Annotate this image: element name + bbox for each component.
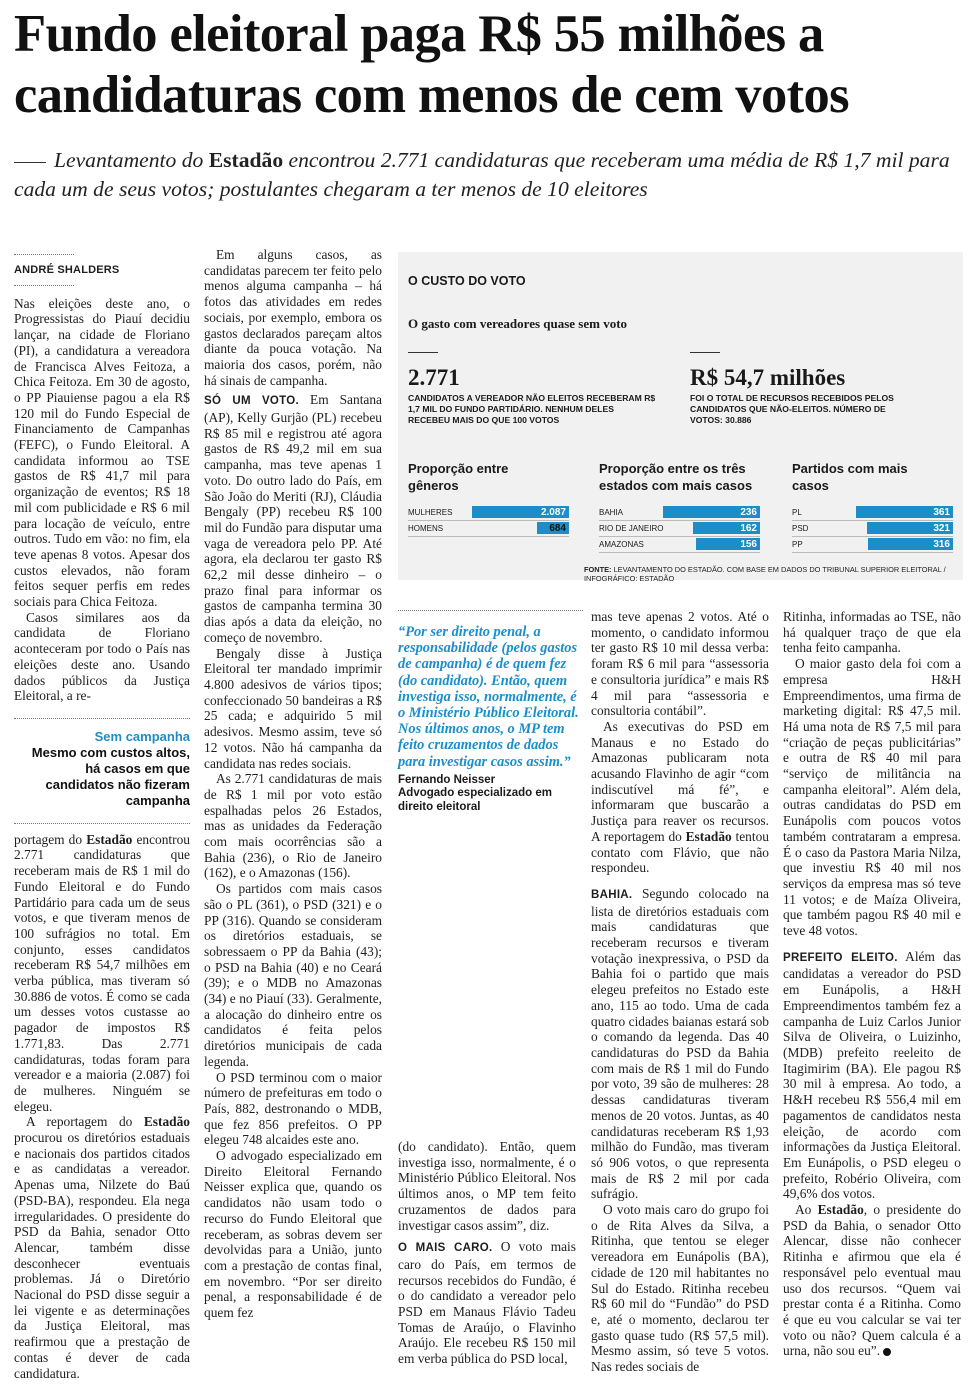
bar-row	[792, 521, 953, 537]
paragraph: O maior gasto dela foi com a empresa H&H Empreendimentos, uma firma de marketing digital: R$ 47,5 mil. Há uma nota de R$ 7,5 mil para “criação de peças publicitárias” e outra de R$ 40 mil para “serviço de militância na campanha eleitoral”. Além dela, outras candidatas do PSD em Eunápolis com poucos votos também contrataram a empresa. É o caso da Pastora Maria Nilza, que investiu R$ 40 mil nos serviços da empresa mas só teve 11 votos; e de Maíza Oliveira, que também pagou R$ 40 mil e teve 48 votos.	[783, 656, 961, 939]
bar-value: 236	[740, 507, 757, 518]
stat-total: R$ 54,7 milhões	[690, 365, 846, 390]
bar-row	[408, 505, 569, 521]
column-2	[204, 247, 382, 1321]
paragraph: O voto mais caro do grupo foi o de Rita Alves da Silva, a Ritinha, que tentou se eleger vereadora em Eunápolis (BA), cidade de 120 mil habitantes no Sul do Estado. Ritinha recebeu R$ 60 mil do “Fundão” do PSD e, até o momento, declarou ter gasto quase tudo (R$ 57,5 mil). Mesmo assim, só teve 5 votos. Nas redes sociais de	[591, 1202, 769, 1375]
paragraph: Nas eleições deste ano, o Progressistas do Piauí decidiu lançar, na cidade de Floriano (PI), a candidatura a vereadora de Francisca Alves Feitoza, a Chica Feitoza. Em 30 de agosto, o PP Piauiense pagou a ela R$ 120 mil do Fundo Especial de Financiamento de Campanhas (FEFC), o Fundo Eleitoral. A candidata informou ao TSE gastos de R$ 41,7 mil para organização de eventos; R$ 18 mil com publicidade e R$ 6 mil para locação de veículo, entre outros. Tudo em vão: no fim, ela teve apenas 8 votos. Apesar dos custos elevados, não foram feitos sequer perfis em redes sociais para Chica Feitoza.	[14, 295, 190, 610]
paragraph: Os partidos com mais casos são o PL (361), o PSD (321) e o PP (316). Quando se consideram os diretórios estaduais, se sobressaem o PP da Bahia (43); o PSD na Bahia (40) e no Ceará (39); e o MDB no Amazonas (34) e no Piauí (33). Geralmente, a alocação do dinheiro entre os candidatos é feita pelos diretórios municipais de cada legenda.	[204, 881, 382, 1069]
paragraph: A reportagem do Estadão procurou os diretórios estaduais e nacionais dos partidos citados e as candidatas a vereador. Apenas uma, Nilzete do Baú (PSD-BA), respondeu. Ela nega irregularidades. O presidente do PSD da Bahia, senador Otto Alencar, também disse desconhecer eventuais problemas. Já o Diretório Nacional do PSD disse seguir a lei vigente e as determinações da Justiça Eleitoral, mas reafirmou que a prestação de contas é dever de cada candidatura.	[14, 1114, 190, 1381]
bar-divider	[408, 536, 569, 537]
column-3	[398, 1139, 576, 1367]
chart-title-genders: Proporção entre gêneros	[408, 461, 509, 493]
stat-rule	[690, 352, 720, 353]
paragraph: Em alguns casos, as candidatas parecem ter feito pelo menos alguma campanha – há fotos das atividades em redes sociais, por exemplo, embora os gastos declarados pareçam altos diante da pouca votação. Na maioria dos casos, porém, não há sinais de campanha.	[204, 247, 382, 388]
paragraph: Bengaly disse à Justiça Eleitoral ter mandado imprimir 4.800 adesivos de vários tipos; confeccionado 50 bandeiras a R$ 25 cada; e adquirido 5 mil adesivos. Mesmo assim, teve só 12 votos. Não há campanha da candidata nas redes sociais.	[204, 645, 382, 771]
bar-value: 2.087	[540, 507, 566, 518]
dek-brand: Estadão	[208, 148, 284, 172]
column-5	[783, 609, 961, 1359]
chart-parties	[792, 505, 953, 553]
bar-row	[599, 521, 760, 537]
bar-label: HOMENS	[408, 524, 444, 533]
bar-value: 162	[740, 523, 757, 534]
paragraph: Ao Estadão, o presidente do PSD da Bahia, o senador Otto Alencar, disse não conhecer Ritinha e afirmou que ela é responsável pelo eventual mau uso dos recursos. “Quem vai prestar conta é a Ritinha. Como é que eu vou calcular se vai ter voto ou não? Quem calcula é a urna, não sou eu”.	[783, 1202, 961, 1359]
sidehead-tag: Sem campanha	[94, 728, 190, 744]
stat-candidates-text: CANDIDATOS A VEREADOR NÃO ELEITOS RECEBERAM R$ 1,7 MIL DO FUNDO PARTIDÁRIO. NENHUM DELES RECEBEU MAIS DO QUE 100 VOTOS	[408, 393, 656, 425]
stat-candidates: 2.771	[408, 365, 460, 390]
bar-label: RIO DE JANEIRO	[599, 524, 664, 533]
paragraph: (do candidato). Então, quem investiga isso, normalmente, é o Ministério Público Eleitoral. Nos últimos anos, o MP tem feito cruzamentos de dados para investigar casos assim”, diz.	[398, 1139, 576, 1233]
bar-row	[599, 505, 760, 521]
paragraph: O MAIS CARO. O voto mais caro do País, em termos de recursos recebidos do Fundão, é o do candidato a vereador pelo PSD em Manaus Flávio Tadeu Tomas de Araújo, o Flavinho Araújo. Ele recebeu R$ 150 mil em verba pública do PSD local,	[398, 1239, 576, 1367]
bar-row	[408, 521, 569, 537]
dek-part-a: Levantamento do	[54, 148, 209, 172]
info-subtitle: O gasto com vereadores quase sem voto	[408, 316, 628, 331]
paragraph: PREFEITO ELEITO. Além das candidatas a vereador do PSD em Eunápolis, a H&H Empreendimentos também fez a campanha de Luiz Carlos Junior Silva de Oliveira, o Luizinho, (MDB) prefeito reeleito de Itagimirim (BA). Ele pagou R$ 30 mil à empresa. Ao todo, a H&H recebeu R$ 556,4 mil em pagamentos de candidatos nesta eleição, de acordo com informações da Justiça Eleitoral. Em Eunápolis, o PSD elegeu o prefeito, Robério Oliveira, com 49,6% dos votos.	[783, 948, 961, 1202]
column-4	[591, 609, 769, 1375]
sidehead-divider	[14, 718, 190, 719]
bar-label: PSD	[792, 524, 809, 533]
chart-title-parties: Partidos com mais casos	[792, 461, 908, 493]
paragraph: Ritinha, informadas ao TSE, não há qualquer traço de que ela tenha feito campanha.	[783, 609, 961, 656]
bar-value: 321	[933, 523, 950, 534]
paragraph: As executivas do PSD em Manaus e no Estado do Amazonas publicaram nota acusando Flavinho de agir “com indiscutível má fé”, e informaram que buscarão a Justiça para reaver os recursos. A reportagem do Estadão tentou contato com Flávio, que não respondeu.	[591, 718, 769, 876]
byline-divider	[14, 254, 74, 255]
bar-value: 684	[549, 523, 566, 534]
stat-total-text: FOI O TOTAL DE RECURSOS RECEBIDOS PELOS CANDIDATOS QUE NÃO-ELEITOS. NÚMERO DE VOTOS: 30.886	[690, 393, 894, 425]
paragraph: mas teve apenas 2 votos. Até o momento, o candidato informou ter gasto R$ 10 mil dessa verba: foram R$ 6 mil para “assessoria e consultoria jurídica” e mais R$ 4 mil para “assessoria e consultoria contábil”.	[591, 609, 769, 719]
info-title: O CUSTO DO VOTO	[408, 274, 526, 288]
dek-rule	[14, 162, 46, 163]
column-1	[14, 254, 190, 1381]
info-source: FONTE: LEVANTAMENTO DO ESTADÃO. COM BASE EM DADOS DO TRIBUNAL SUPERIOR ELEITORAL / INFOGRÁFICO: ESTADÃO	[584, 565, 946, 583]
sidehead-text: Mesmo com custos altos, há casos em que candidatos não fizeram campanha	[31, 744, 190, 808]
headline: Fundo eleitoral paga R$ 55 milhões a candidaturas com menos de cem votos	[14, 5, 849, 124]
bar-divider	[792, 552, 953, 553]
dek-part-b: encontrou 2.771 candidaturas que receberam uma média de R$ 1,7 mil para cada um de seus votos; postulantes chegaram a ter menos de 10 eleitores	[14, 148, 950, 201]
pull-quote	[398, 610, 583, 814]
quote-role: Advogado especializado em direito eleitoral	[398, 786, 553, 813]
end-mark	[883, 1348, 891, 1356]
quote-text: “Por ser direito penal, a responsabilidade (pelos gastos de campanha) é de quem fez (do candidato). Então, quem investiga isso, normalmente, é o Ministério Público Eleitoral. Nos últimos anos, o MP tem feito cruzamentos de dados para investigar casos assim.”	[398, 624, 579, 770]
bar-label: PL	[792, 508, 802, 517]
paragraph: BAHIA. Segundo colocado na lista de diretórios estaduais com mais candidaturas que receberam recursos e tiveram votação inexpressiva, o PSD da Bahia foi o partido que mais elegeu prefeitos no Estado este ano, 115 ao todo. Uma de cada quatro cidades baianas estará sob o comando da legenda. Das 40 candidaturas do PSD da Bahia com mais de R$ 1 mil do Fundo por voto, 39 são de mulheres: 28 dessas candidaturas tiveram menos de 20 votos. Juntas, as 40 candidaturas receberam R$ 1,93 milhão do Fundão, mas tiveram só 906 votos, o que representa mais de R$ 2 mil por cada sufrágio.	[591, 885, 769, 1202]
sidehead	[14, 729, 190, 809]
bar-row	[792, 537, 953, 553]
bar-value: 361	[933, 507, 950, 518]
infographic	[398, 252, 963, 580]
paragraph: SÓ UM VOTO. Em Santana (AP), Kelly Gurjão (PL) recebeu R$ 85 mil e registrou até agora gastos de R$ 49,2 mil em sua campanha, mas teve apenas 1 voto. Do outro lado do País, em São João do Meriti (RJ), Cláudia Bengaly (PP) recebeu R$ 100 mil do Fundão para disputar uma vaga de vereadora pelo PP. Até agora, ela declarou ter gasto R$ 62,2 mil desse dinheiro – o prazo final para informar os gastos de campanha termina 30 dias após a data da eleição, no começo de novembro.	[204, 392, 382, 645]
chart-genders	[408, 505, 569, 537]
stat-rule	[408, 352, 438, 353]
paragraph: O advogado especializado em Direito Eleitoral Fernando Neisser explica que, quando os candidatos não usam todo o recurso do Fundo Eleitoral que receberam, as sobras devem ser devolvidas para a União, junto com a prestação de contas final, em novembro. “Por ser direito penal, a responsabilidade é de quem fez	[204, 1148, 382, 1321]
paragraph: portagem do Estadão encontrou 2.771 candidaturas que receberam mais de R$ 1 mil do Fundo Eleitoral e do Fundo Partidário para cada um de seus votos, e que tiveram menos de 100 sufrágios no total. Em conjunto, esses candidatos receberam R$ 54,7 milhões em verba pública, mas tiveram só 30.886 de votos. É como se cada um desses votos custasse ao pagador de impostos R$ 1.771,83. Das 2.771 candidaturas, todas foram para vereador e a maioria (2.087) foi de mulheres. Ninguém se elegeu.	[14, 831, 191, 1114]
byline-divider	[14, 285, 74, 286]
quote-divider	[398, 610, 583, 611]
chart-title-states: Proporção entre os três estados com mais casos	[599, 461, 753, 493]
bar-row	[599, 537, 760, 553]
bar-label: PP	[792, 540, 803, 549]
bar-row	[792, 505, 953, 521]
dek	[14, 146, 964, 204]
byline: ANDRÉ SHALDERS	[14, 264, 120, 276]
bar-value: 316	[933, 539, 950, 550]
quote-author: Fernando Neisser	[398, 773, 496, 786]
bar-label: MULHERES	[408, 508, 453, 517]
chart-states	[599, 505, 760, 553]
sidehead-divider	[14, 823, 190, 824]
paragraph: As 2.771 candidaturas de mais de R$ 1 mil por voto estão espalhadas pelos 26 Estados, mas as unidades da Federação com mais ocorrências são a Bahia (236), o Rio de Janeiro (162), e o Amazonas (156).	[204, 771, 382, 881]
bar-divider	[599, 552, 760, 553]
bar-value: 156	[740, 539, 757, 550]
bar-label: BAHIA	[599, 508, 624, 517]
paragraph: Casos similares aos da candidata de Floriano aconteceram por todo o País nas eleições deste ano. Usando dados públicos da Justiça Eleitoral, a re-	[14, 609, 190, 704]
bar-label: AMAZONAS	[599, 540, 644, 549]
paragraph: O PSD terminou com o maior número de prefeituras em todo o País, 882, destronando o MDB, que fez 856 prefeitos. O PP elegeu 748 alcaides este ano.	[204, 1069, 382, 1148]
